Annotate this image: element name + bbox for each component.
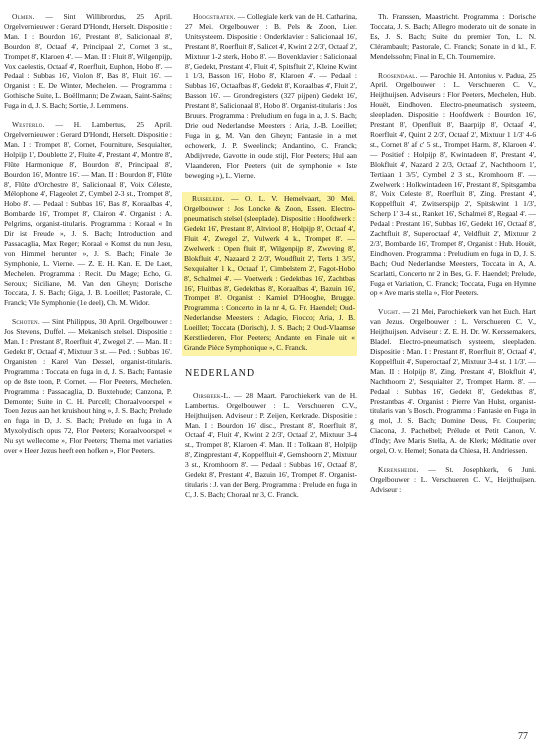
entry-text: — Sint Philippus, 30 April. Orgelbouwer : Jos Stevens, Duffel. — Mekanisch stelsel. Dispositie : Man. I : Prestant 8', Roerfluit 4', Zwegel 2'. — Man. II : Gedekt 8', Octaaf 4', Mixtuur 3 st. — Ped. : Subbas 16'. Organisten : Karel Van Dessel, organist-titularis. Programma : Toccata en fuga in d, J. S. Bach; Fantasie op de 8ste toon, P. Cornet. — Flor Peeters, Mechelen. Programma : Passacaglia, D. Buxtehude; Canzona, P. Demonte; Suite in C. H. Purcell; Choraalvoorspel « Toen Jezus aan het kruishout hing », J. S. Bach; Prelude en fuga in D, J. S. Bach; Prelude en fuga in A Myxolydisch opus 72, Flor Peeters; Koraalvoorspel « Nu syt wellecome », Flor Peeters; Thema met variaties over « Heer Jezus heeft een hofken », Flor Peeters. xyxy=(4,317,172,456)
entry-text: — Sint Willibrordus, 25 April. Orgelvernieuwer : Gerard D'Hondt, Herselt. Dispositie : Man. I : Bourdon 16', Prestant 8', Salicionaal 8', Bourdon 8', Octaaf 4', Principaal 2', Cornet 3 st., Trompet 8', Klaroen 4'. — Man. II : Fluit 8', Wilgenpijp, Vox caelestis, Octaaf 4', Roerfluit, Euphon, Hobo 8'. — Pedaal : Subbas 16', Violon 8', Bas 8', Fluit 16'. — Organist : E. De Winter, Mechelen. — Programma : Gothische Suite, L. Boëllmann; De Zwaan, Saint-Saëns; Fuga in d, J. S. Bach; Sortie, J. Lemmens. xyxy=(4,12,172,111)
entry-oirsbeek xyxy=(185,391,357,500)
page-number: 77 xyxy=(518,731,528,742)
entry-place: Hoogstraten. xyxy=(193,12,236,21)
entry-place: Roosendaal. xyxy=(378,70,418,80)
entry-text: Th. Franssen, Maastricht. Programma : Dorische Toccata, J. S. Bach; Allegro moderato uit de sonate in Es, J. S. Bach; Suite du premier Ton, L. N. Clérambault; Pastorale, C. Franck; Sonate in d kl., F. Mendelssohn; Final in E, Ch. Tournemire. xyxy=(370,12,536,61)
entry-place: Olmen. xyxy=(12,12,35,21)
entry-roosendaal xyxy=(370,71,536,299)
column-middle xyxy=(185,12,357,509)
entry-text: — O. L. V. Hemelvaart, 30 Mei. Orgelbouwer : Jos Loncke & Zoon, Essen. Electro-pneumatisch stelsel (sleeplade). Dispositie : Hoofdwerk : Gedekt 16', Prestant 8', Altviool 8', Holpijp 8', Octaaf 4', Fluit 4', Zwegel 2', Vulwerk 4 k., Trompet 8'. — Zwelwerk : Open fluit 8', Wilgenpijp 8', Zweving 8', Blokfluit 4', Nazaard 2 2/3', Woudfluit 2', Terts 1 3/5', Sexquialter 1 k., Octaaf 1', Cimbelstem 2', Fagot-Hobo 8', Schalmei 4'. — Voetwerk : Gedektbas 16', Zachtbas 16', Fluitbas 8', Gedektbas 8', Koraalbas 4', Bazuin 16', Trompet 8'. Organist : Kamiel D'Hooghe, Brugge. Programma : Concerto in la nr 4, G. Fr. Haendel; Oud-Nederlandse Meesters : Adagio, Fiocco; Aria, J. B. Loeillet; Toccata (Dorisch), J. S. Bach; 2 Oud-Vlaamse Kerstliederen, Flor Peeters; Andante en Finale uit « Grande Pièce Symphonique », C. Franck. xyxy=(184,194,355,352)
entry-olmen xyxy=(4,12,172,111)
column-right xyxy=(370,12,536,504)
entry-place: Ruiselede. xyxy=(192,194,225,204)
section-heading-nederland: NEDERLAND xyxy=(185,367,256,379)
entry-text: — Parochie H. Antonius v. Padua, 25 April. Orgelbouwer : L. Verschueren C. V., Heijthuijsen. Adviseurs : Flor Peeters, Mechelen, Hub. Houët, Eindhoven. Electro-pneumatisch systeem, sleepladen. Dispositie : Hoofdwerk : Bourdon 16', Prestant 8', Openfluit 8', Baarpijp 8', Octaaf 4', Roerfluit 4', Quint 2 2/3', Octaaf 2', Mixtuur 1 1/3' 4-6 st., Cornet 8' af c' 5 st., Trompet Harm. 8', Klaroen 4'. — Positief : Holpijp 8', Kwintadeen 8', Prestant 4', Blokfluit 4', Nazard 2 2/3, Octaaf 2', Nachthoorn 1', Tertiaan 1 3/5', Cymbel 2 3 st., Kromhoorn 8'. — Zwelwerk : Holkwintadeen 16', Prestant 8', Spitsgamba 8', Voix Celeste 8', Roerfluit 8', Zing. Prestant 4', Koppelfluit 4', Zwitserspijp 2', Spitskwint 1 1/3', Scherp 1' 3-4 st., Ranket 16', Schalmei 8', Regaal 4'. — Pedaal : Prestant 16', Subbas 16', Gedekt 16', Octaaf 8', Zachtfluit 8', Superoctaaf 4', Veldfluit 2', Mixtuur 2 2/3', Bombarde 16', Trompet 8', Organist : Hub. Houët, Eindhoven. Programma : Preludium en fuga in D, J. S. Bach; Oud Nederlandse Meesters, Toccata in A, A. Scarlatti, Concerto nr 2 in Bes, G. F. Haendel; Prelude, Fuga et Variation, C. Franck; Toccata, Fuga en Hymne op « Ave maris stella », Flor Peeters. xyxy=(370,70,536,298)
entry-text: — 28 Maart. Parochiekerk van de H. Lambertus. Orgelbouwer : L. Verschueren C.V., Heijthuijsen. Adviseur : P. Zeijen, Kerkrade. Dispositie : Man. I : Bourdon 16' disc., Prestant 8', Roerfluit 8', Octaaf 4', Fluit 4', Kwint 2 2/3', Octaaf 2', Mixtuur 3-4 st., Trompet 8', Klaroen 4'. Man. II : Tolkaan 8', Holpijp 8', Zingprestant 4', Koppelfluit 4', Gemshoorn 2', Mixtuur 3 st., Kromhoorn 8'. — Pedaal : Subbas 16', Octaaf 8', Gedekt 8', Prestant 4', Bazuin 16', Trompet 8'. Organist-titularis : J. van der Berg. Programma : Prelude en fuga in C, J. S. Bach; Choraal nr 3, C. Franck. xyxy=(185,390,357,499)
entry-ruiselede-highlighted xyxy=(182,192,357,356)
entry-continuation xyxy=(370,12,536,62)
entry-place: Westerlo. xyxy=(12,120,45,130)
entry-text: — Collegiale kerk van de H. Catharina, 27 Mei. Orgelbouwer : B. Pels & Zoon, Lier. Unitsysteem. Dispositie : Onderklavier : Salicionaal 16', Prestant 8', Roerfluit 8', Salicet 4', Kwint 2 2/3', Octaaf 2', Mixtuur 1-2 sterk, Hobo 8'. — Bovenklavier : Salicionaal 8', Gedekt, Prestant 4', Fluit 4', Spitsfluit 2', Kleine Kwint 1 1/3, Basson 16', Hobo 8', Klaroen 4'. — Pedaal : Subbas 16', Octaafbas 8', Gedekt 8', Koraalbas 4', Fluit 2', Basson 16'. — Grondregisters (327 pijpen) Gedekt 16', Prestant 8', Salicionaal 8', Hobo 8'. Organist-titularis : Jos Bruurs. Programma : Preludium en fuga in a, J. S. Bach; Drie oud Nederlandse Meesters : Aria, J.-B. Loeillet; Fuga in g, M. Van den Gheyn; Fantasie in a met echowerk, J. P. Sweelinck; Andantino, C. Franck; Abdijvrede, Gavotte in oude stijl, Flor Peeters; Hul aan Vlaanderen, Flor Peeters (uit de symphonie « Iste beweging »), L. Vierne. xyxy=(185,12,357,180)
entry-hoogstraten xyxy=(185,12,357,180)
entry-place: Kerensheide. xyxy=(378,464,419,474)
entry-place: Schoten. xyxy=(12,317,40,327)
entry-westerlo xyxy=(4,120,172,308)
column-left xyxy=(4,12,172,465)
entry-text: — H. Lambertus, 25 April. Orgelvernieuwer : Gerard D'Hondt, Herselt. Dispositie : Man. I : Trompet 8', Cornet, Fourniture, Sesquialter, Holpijp 1', Doublette 2', Fluite 4', Prestant 4', Montre 8', Flûte Harmonique 8', Bourdon 8', Principaal 8', Bourdon 16', Montre 16'. — Man. II : Bourdon 8', Flûte 8', Flûte d'Orchestre 8', Salicionaal 8', Voix Céleste, Mélophone 4', Flageolet 2', Cymbel 2-3 st., Trompet 8', Hobo 8'. — Pedaal : Subbas 16', Bas 8', Koraalbas 4', Bombarde 16', Trompet 8', Clairon 4'. Organist : A. Pelgrims, organist-titularis. Programma : Koraal « In Dir ist Freude », J. S. Bach; Introduction and Passacaglia, Max Reger; Koraal « Komst du nun Jesu, von Himmel herunter », J. S. Bach; Finale 3e Symphonie, L. Vierne. — Z. E. H. Kan. E. De Laet, Mechelen. Programma : Recit. Du Mage; Echo, G. Seroux; Siciliane, M. Van den Gheyn; Dorische Toccata, J. S. Bach; Giga, J. B. Loeillet; Pastorale, C. Franck; VIe Symphonie (1e deel), Ch. M. Widor. xyxy=(4,120,172,308)
entry-text: — 21 Mei, Parochiekerk van het Euch. Hart van Jezus. Orgelbouwer : L. Verschueren C. V., Heijthuijsen. Adviseur : Z. E. H. Dr. W. Kerssemakers, Bladel. Electro-pneumatisch systeem, sleepladen. Dispositie : Man. I : Prestant 8', Roerfluit 8', Octaaf 4', Koppelfluit 4', Superoctaaf 2', Mixtuur 3-4 st. 1 1/3'. — Man. II : Holpijp 8', Zing. Prestant 4', Blokfluit 4', Nachthoorn 2', Sesquialter 2', Trompet Harm. 8'. — Pedaal : Subbas 16', Gedekt 8', Gedektbas 8', Prestantbas 4'. Organist : Pierre Van Hulst, organist-titularis van 's Bosch. Programma : Fantasie en Fuga in g mol, J. S. Bach; Domine Deus, Fr. Couperin; Ciacona, J. Pachelbel; Prélude et Petit Canon, V. d'Indy; Ave Maris Stella, A. de Klerk; Méditatie over orgel, O. v. Hemel; Sonata da Chiesa, H. Andriessen. xyxy=(370,307,536,456)
entry-text: — St. Josephkerk, 6 Juni. Orgelbouwer : L. Verschueren C. V., Heijthuijsen. Adviseur : xyxy=(370,464,536,494)
entry-kerensheide xyxy=(370,465,536,495)
entry-schoten xyxy=(4,317,172,456)
entry-place: Vught. xyxy=(378,307,401,317)
entry-place: Oirsbeek-L. xyxy=(193,390,231,400)
entry-vught xyxy=(370,307,536,456)
